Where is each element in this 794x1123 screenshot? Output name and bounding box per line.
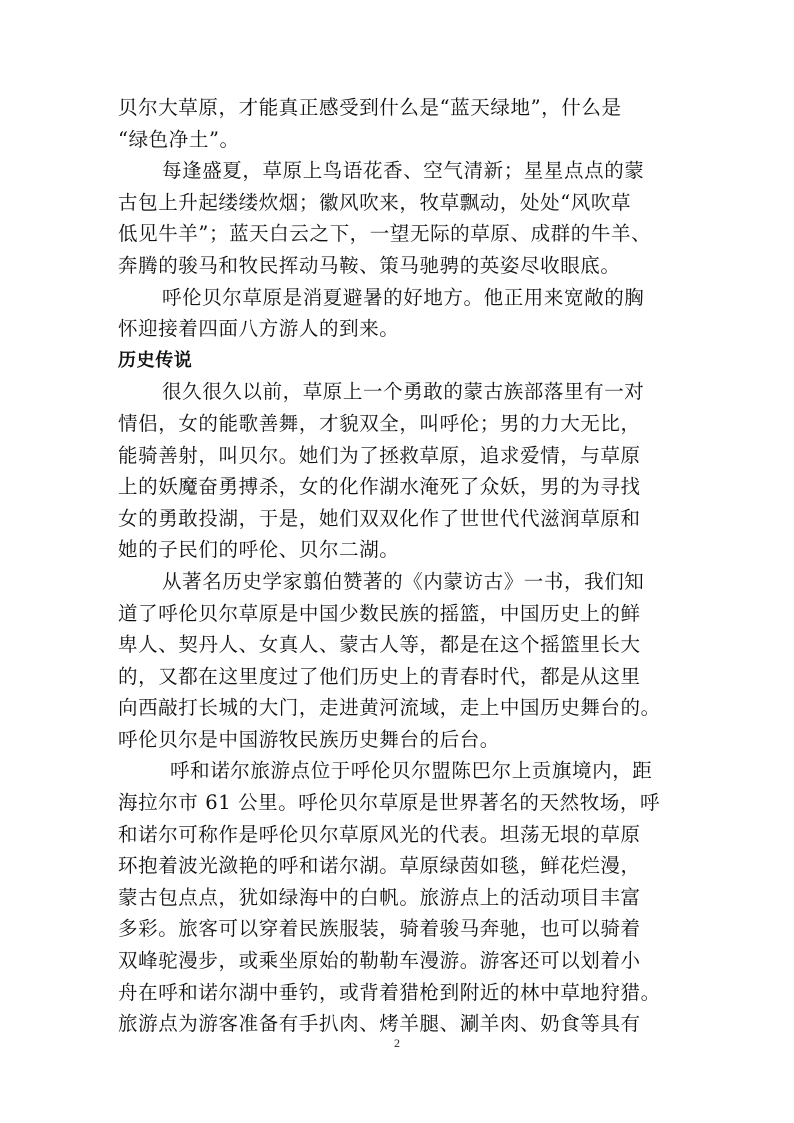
text-line: 舟在呼和诺尔湖中垂钓，或背着猎枪到附近的林中草地狩猎。 [118,980,661,1004]
text-line: 奔腾的骏马和牧民挥动马鞍、策马驰骋的英姿尽收眼底。 [118,253,621,277]
text-line: 情侣，女的能歌善舞，才貌双全，叫呼伦；男的力大无比， [118,411,641,435]
text-line: “绿色净土”。 [118,127,240,151]
text-line: 海拉尔市 61 公里。呼伦贝尔草原是世界著名的天然牧场，呼 [118,791,661,815]
text-line: 呼伦贝尔草原是消夏避暑的好地方。他正用来宽敞的胸 [162,285,645,309]
text-line: 低见牛羊”；蓝天白云之下，一望无际的草原、成群的牛羊、 [118,222,652,246]
text-line: 环抱着波光潋艳的呼和诺尔湖。草原绿茵如毯，鲜花烂漫， [118,854,641,878]
text-line: 双峰驼漫步，或乘坐原始的勒勒车漫游。游客还可以划着小 [118,949,641,973]
text-line: 怀迎接着四面八方游人的到来。 [118,317,400,341]
document-body [118,92,676,1040]
text-line: 向西敲打长城的大门，走进黄河流域，走上中国历史舞台的。 [118,696,661,720]
text-line: 她的子民们的呼伦、贝尔二湖。 [118,538,400,562]
text-line: 卑人、契丹人、女真人、蒙古人等，都是在这个摇篮里长大 [118,633,641,657]
text-line: 古包上升起缕缕炊烟；徽风吹来，牧草飘动，处处“风吹草 [118,190,632,214]
text-line: 呼和诺尔旅游点位于呼伦贝尔盟陈巴尔上贡旗境内，距 [170,759,653,783]
text-line: 道了呼伦贝尔草原是中国少数民族的摇篮，中国历史上的鲜 [118,601,641,625]
text-line: 多彩。旅客可以穿着民族服装，骑着骏马奔驰，也可以骑着 [118,917,641,941]
text-line: 呼伦贝尔是中国游牧民族历史舞台的后台。 [118,727,500,751]
text-line: 女的勇敢投湖，于是，她们双双化作了世世代代滋润草原和 [118,506,641,530]
text-line: 上的妖魔奋勇搏杀，女的化作湖水淹死了众妖，男的为寻找 [118,475,641,499]
text-line: 和诺尔可称作是呼伦贝尔草原风光的代表。坦荡无垠的草原 [118,822,641,846]
text-line: 从著名历史学家翦伯赞著的《内蒙访古》一书，我们知 [162,569,645,593]
text-line: 每逢盛夏，草原上鸟语花香、空气清新；星星点点的蒙 [162,159,645,183]
page-number: 2 [394,1036,400,1050]
text-line: 能骑善射，叫贝尔。她们为了拯救草原，追求爱情，与草原 [118,443,641,467]
text-line: 很久很久以前，草原上一个勇敢的蒙古族部落里有一对 [162,380,645,404]
text-line: 的，又都在这里度过了他们历史上的青春时代，都是从这里 [118,664,641,688]
text-line: 旅游点为游客准备有手扒肉、烤羊腿、涮羊肉、奶食等具有 [118,1012,641,1036]
text-line: 贝尔大草原，才能真正感受到什么是“蓝天绿地”，什么是 [118,96,622,119]
section-heading: 历史传说 [118,349,193,371]
text-line: 蒙古包点点，犹如绿海中的白帆。旅游点上的活动项目丰富 [118,885,641,909]
